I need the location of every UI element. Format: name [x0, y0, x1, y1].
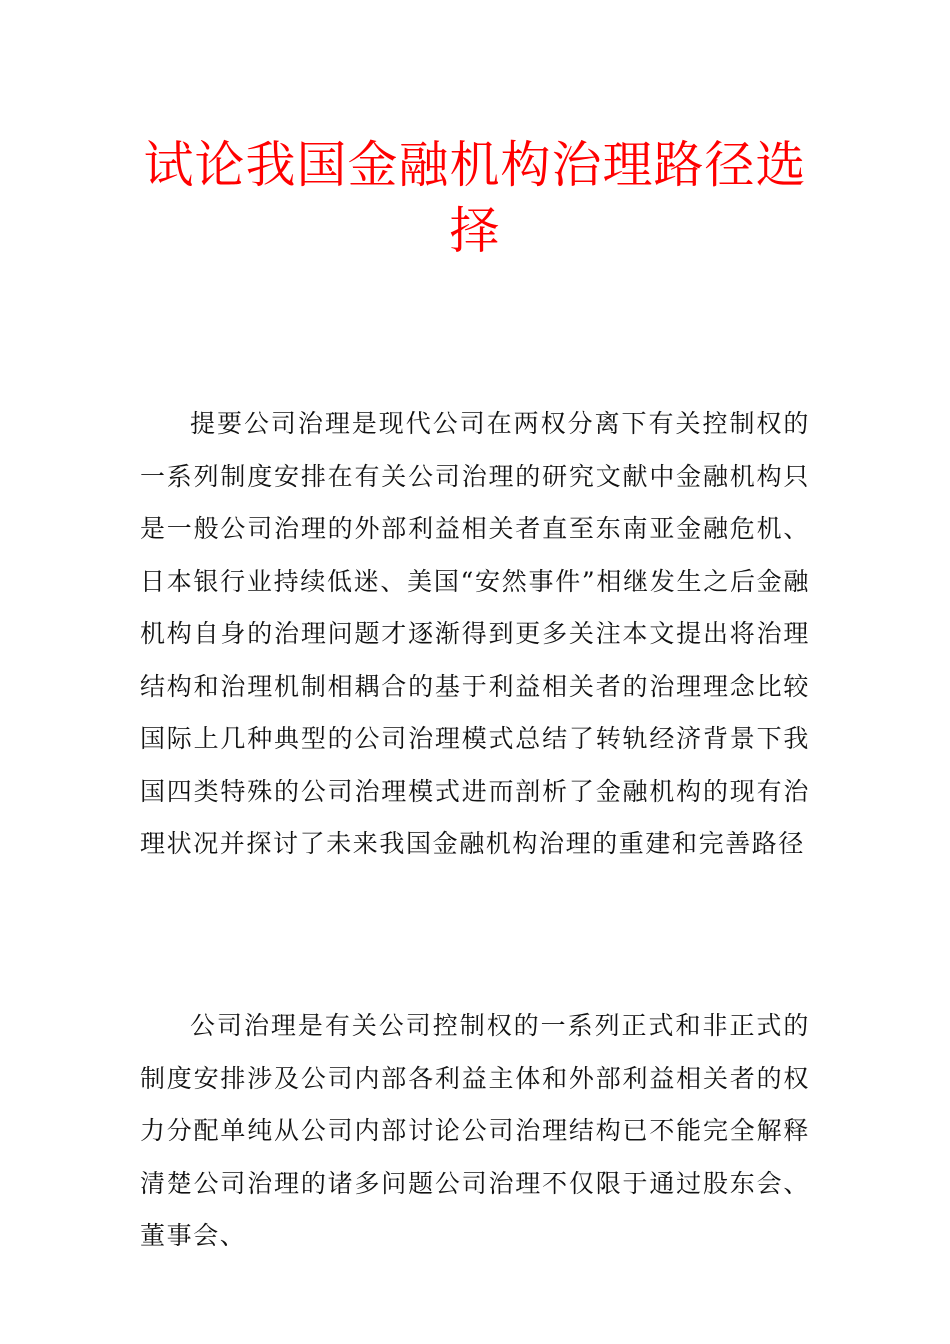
abstract-paragraph: 提要公司治理是现代公司在两权分离下有关控制权的一系列制度安排在有关公司治理的研究文献中金融机构只是一般公司治理的外部利益相关者直至东南亚金融危机、日本银行业持续低迷、美国“安然事件”相继发生之后金融机构自身的治理问题才逐渐得到更多关注本文提出将治理结构和治理机制相耦合的基于利益相关者的治理理念比较国际上几种典型的公司治理模式总结了转轨经济背景下我国四类特殊的公司治理模式进而剖析了金融机构的现有治理状况并探讨了未来我国金融机构治理的重建和完善路径: [140, 409, 810, 858]
document-title: 试论我国金融机构治理路径选择: [143, 136, 807, 260]
body-paragraph: 公司治理是有关公司控制权的一系列正式和非正式的制度安排涉及公司内部各利益主体和外部利益相关者的权力分配单纯从公司内部讨论公司治理结构已不能完全解释清楚公司治理的诸多问题公司治理不仅限于通过股东会、董事会、: [140, 1011, 810, 1250]
